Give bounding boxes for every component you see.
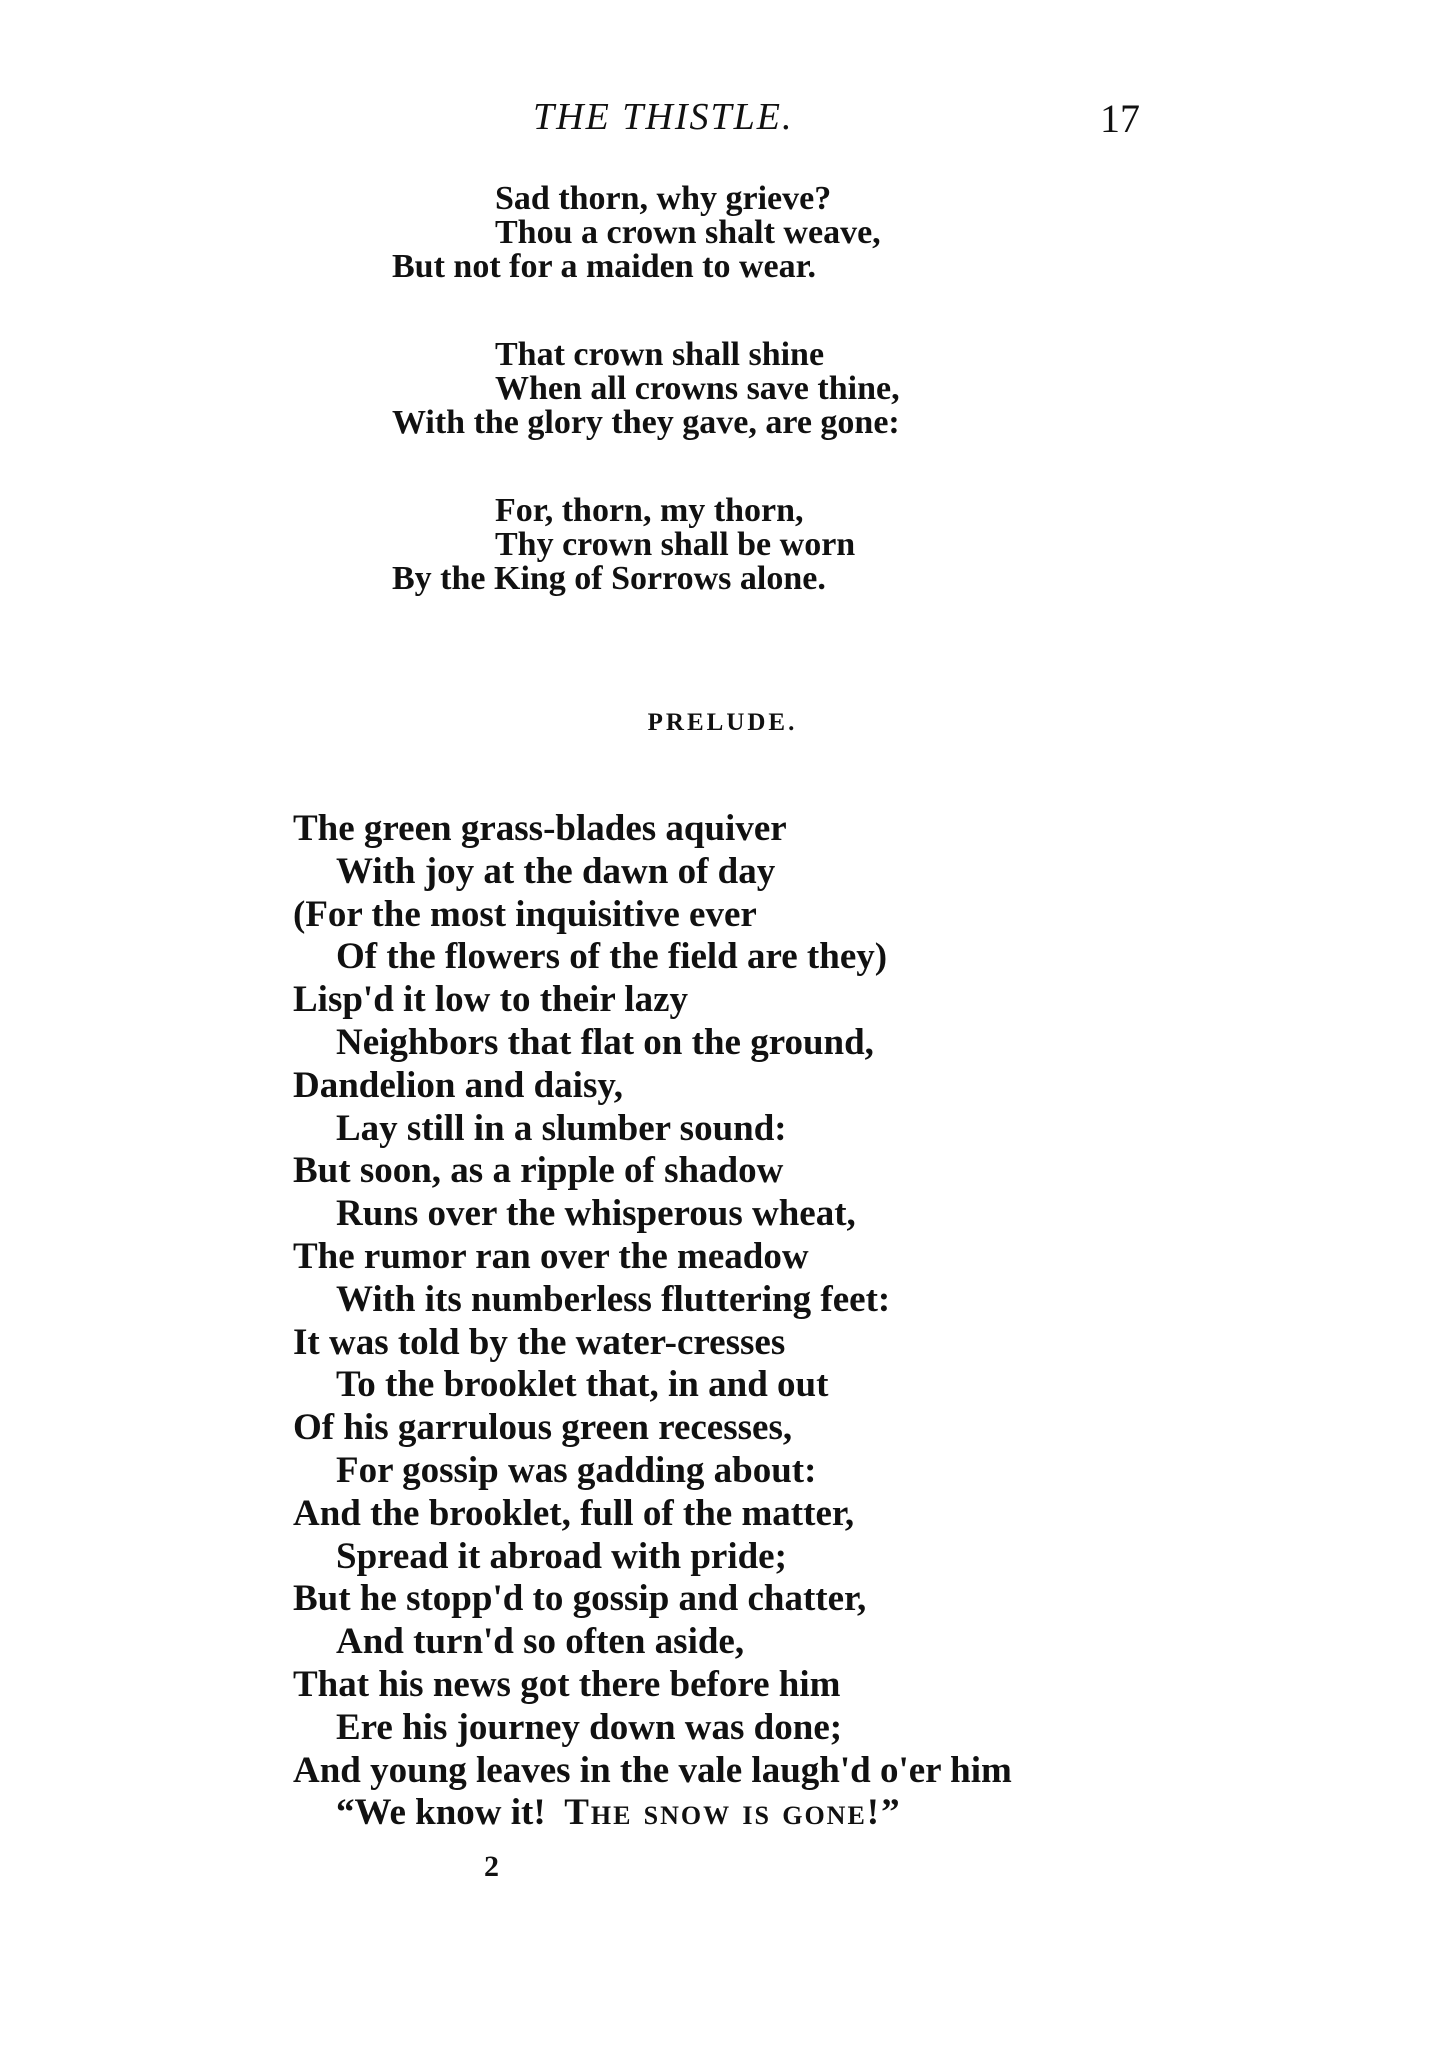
poem-line: And young leaves in the vale laugh'd o'er him bbox=[293, 1749, 1012, 1791]
poem-final-line bbox=[293, 1792, 1012, 1835]
running-title: THE THISTLE. bbox=[533, 96, 794, 138]
signature-mark: 2 bbox=[484, 1850, 499, 1883]
verse-line: When all crowns save thine, bbox=[495, 370, 900, 407]
poem-line: And the brooklet, full of the matter, bbox=[293, 1492, 855, 1534]
poem-line: Spread it abroad with pride; bbox=[336, 1535, 787, 1577]
poem-line: With joy at the dawn of day bbox=[336, 850, 776, 892]
verse-line: Thou a crown shalt weave, bbox=[495, 214, 881, 251]
verse-line: Sad thorn, why grieve? bbox=[495, 180, 832, 217]
poem-line: For gossip was gadding about: bbox=[336, 1449, 817, 1491]
final-line-lead: “We know it! bbox=[336, 1792, 546, 1834]
prelude-poem bbox=[293, 808, 1012, 1835]
poem-line: Lay still in a slumber sound: bbox=[336, 1107, 787, 1149]
poem-line: Lisp'd it low to their lazy bbox=[293, 979, 689, 1021]
poem-line: The green grass-blades aquiver bbox=[293, 808, 787, 849]
poem-line: Of the flowers of the field are they) bbox=[336, 936, 888, 978]
poem-line: The rumor ran over the meadow bbox=[293, 1235, 809, 1277]
poem-line: With its numberless fluttering feet: bbox=[336, 1278, 891, 1320]
poem-line: But he stopp'd to gossip and chatter, bbox=[293, 1578, 867, 1620]
verse-line: For, thorn, my thorn, bbox=[495, 492, 804, 529]
verse-line: By the King of Sorrows alone. bbox=[392, 560, 826, 597]
poem-line: (For the most inquisitive ever bbox=[293, 893, 757, 935]
poem-line: To the brooklet that, in and out bbox=[336, 1364, 829, 1406]
stanza-2 bbox=[392, 338, 900, 440]
poem-line: Ere his journey down was done; bbox=[336, 1706, 843, 1748]
poem-line: That his news got there before him bbox=[293, 1663, 841, 1705]
stanza-1 bbox=[392, 182, 881, 284]
verse-line: With the glory they gave, are gone: bbox=[392, 404, 900, 441]
poem-line: But soon, as a ripple of shadow bbox=[293, 1150, 784, 1192]
page-number: 17 bbox=[1100, 96, 1140, 141]
stanza-3 bbox=[392, 494, 855, 596]
poem-line: Of his garrulous green recesses, bbox=[293, 1407, 793, 1449]
running-head bbox=[0, 92, 1445, 142]
section-title: PRELUDE. bbox=[647, 709, 798, 736]
poem-line: Dandelion and daisy, bbox=[293, 1064, 624, 1106]
verse-line: That crown shall shine bbox=[495, 336, 825, 373]
verse-line: Thy crown shall be worn bbox=[495, 526, 856, 563]
verse-line: But not for a maiden to wear. bbox=[392, 248, 817, 285]
poem-line: Neighbors that flat on the ground, bbox=[336, 1021, 874, 1063]
poem-line: It was told by the water-cresses bbox=[293, 1321, 786, 1363]
final-line-small-caps: The snow is gone!” bbox=[564, 1792, 902, 1834]
poem-line: Runs over the whisperous wheat, bbox=[336, 1193, 856, 1235]
poem-line: And turn'd so often aside, bbox=[336, 1621, 745, 1663]
